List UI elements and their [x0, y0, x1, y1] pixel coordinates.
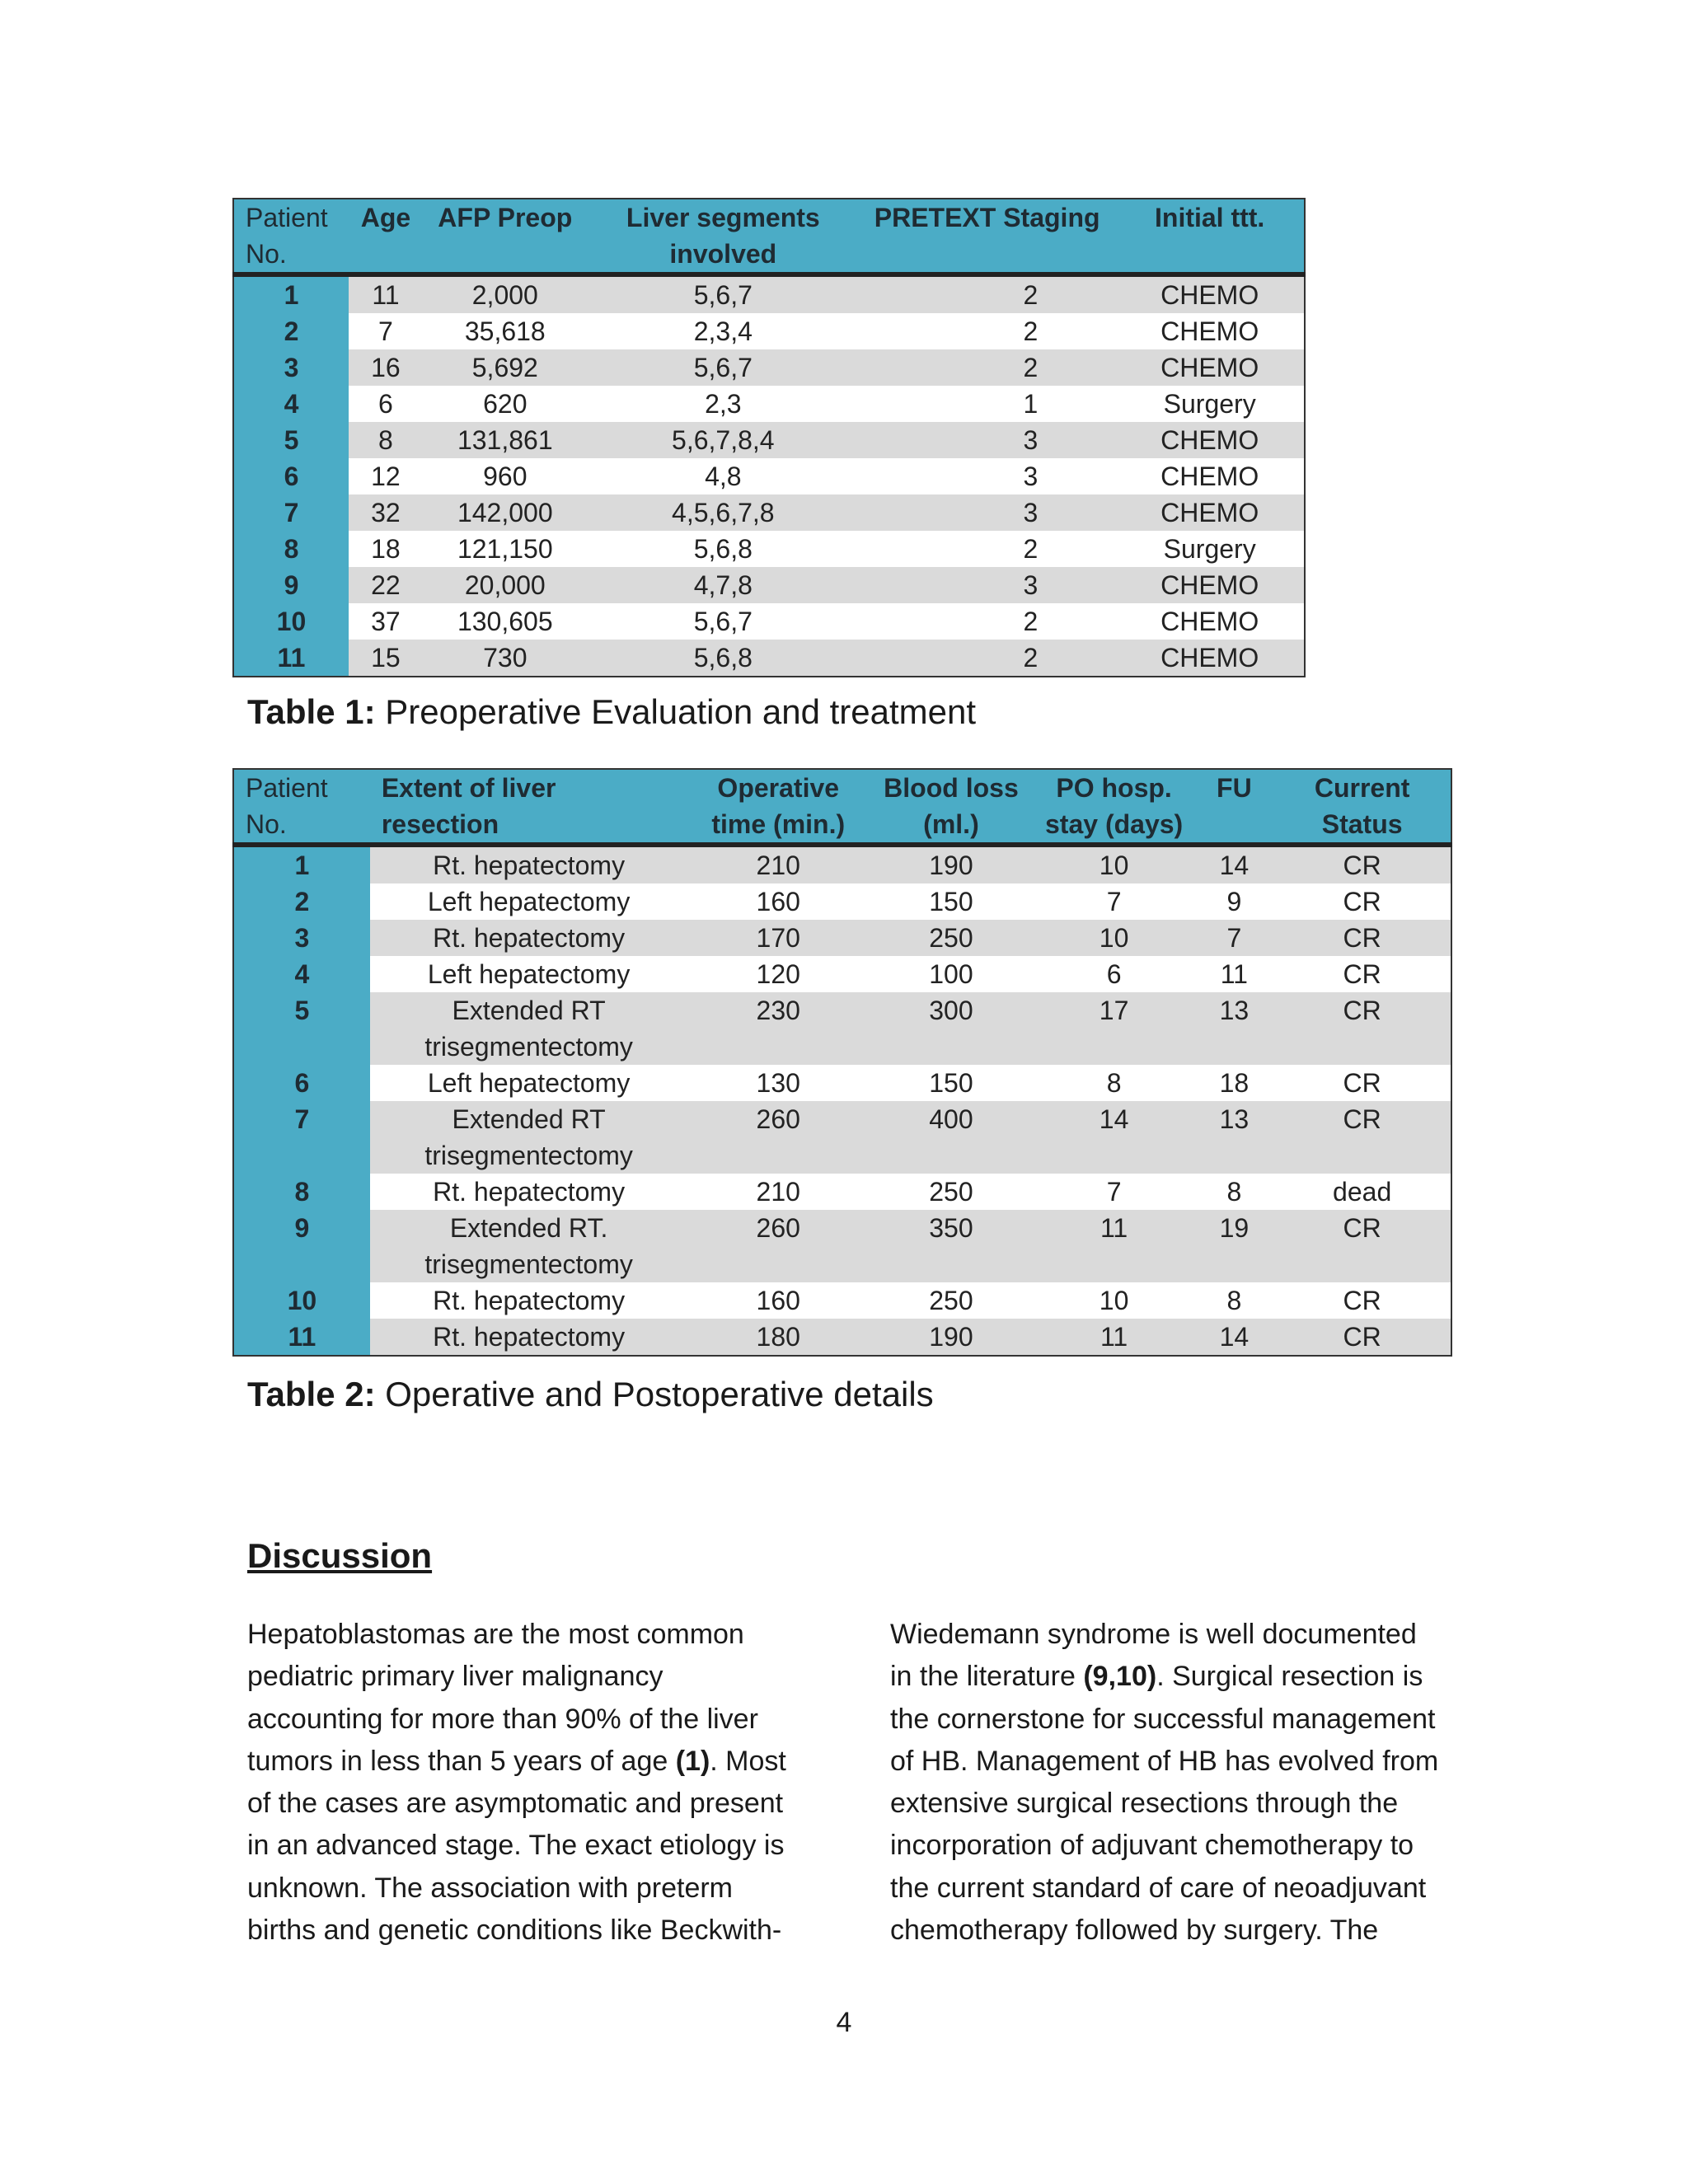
cell-po-hosp-stay: 8: [1034, 1065, 1195, 1101]
cell-current-status: CR: [1273, 1319, 1451, 1356]
cell-fu: 18: [1194, 1065, 1273, 1101]
cell-pretext-staging: 3: [859, 567, 1115, 603]
text-line: the current standard of care of neoadjuvant: [890, 1872, 1427, 1904]
table2-caption: [247, 1373, 934, 1416]
cell-fu: 11: [1194, 956, 1273, 992]
cell-liver-segments: 2,3,4: [588, 313, 859, 349]
cell-po-hosp-stay: 10: [1034, 920, 1195, 956]
cell-po-hosp-stay: 7: [1034, 1174, 1195, 1210]
header-patient-no: Patient No.: [233, 199, 349, 274]
cell-patient-no: 2: [233, 883, 370, 920]
cell-po-hosp-stay: 7: [1034, 883, 1195, 920]
cell-pretext-staging: 3: [859, 422, 1115, 458]
table-row: [233, 567, 1305, 603]
cell-pretext-staging: 2: [859, 640, 1115, 677]
cell-current-status: CR: [1273, 992, 1451, 1065]
cell-fu: 14: [1194, 1319, 1273, 1356]
cell-extent-resection: Left hepatectomy: [370, 883, 688, 920]
cell-current-status: CR: [1273, 920, 1451, 956]
cell-initial-ttt: Surgery: [1115, 386, 1305, 422]
cell-blood-loss: 250: [869, 920, 1034, 956]
discussion-right-column: [890, 1614, 1500, 1952]
cell-patient-no: 11: [233, 1319, 370, 1356]
cell-age: 12: [349, 458, 423, 494]
table-row: [233, 640, 1305, 677]
header-po-hosp-stay: PO hosp. stay (days): [1034, 769, 1195, 845]
text-line: pediatric primary liver malignancy: [247, 1661, 663, 1693]
table-row: [233, 458, 1305, 494]
table-row: [233, 1174, 1451, 1210]
cell-liver-segments: 2,3: [588, 386, 859, 422]
cell-patient-no: 8: [233, 531, 349, 567]
header-initial-ttt: Initial ttt.: [1115, 199, 1305, 274]
cell-blood-loss: 250: [869, 1282, 1034, 1319]
cell-initial-ttt: CHEMO: [1115, 494, 1305, 531]
cell-blood-loss: 400: [869, 1101, 1034, 1174]
cell-age: 11: [349, 274, 423, 313]
table-row: [233, 386, 1305, 422]
cell-blood-loss: 300: [869, 992, 1034, 1065]
table-row: [233, 422, 1305, 458]
cell-operative-time: 260: [687, 1101, 869, 1174]
cell-extent-resection: Left hepatectomy: [370, 1065, 688, 1101]
text-segment: . Surgical resection is: [1156, 1661, 1423, 1693]
cell-patient-no: 4: [233, 386, 349, 422]
header-current-status: Current Status: [1273, 769, 1451, 845]
cell-current-status: CR: [1273, 883, 1451, 920]
text-line: extensive surgical resections through the: [890, 1788, 1399, 1820]
cell-afp-preop: 20,000: [423, 567, 588, 603]
cell-po-hosp-stay: 14: [1034, 1101, 1195, 1174]
table1-caption-text: Preoperative Evaluation and treatment: [385, 692, 977, 731]
table-row: [233, 956, 1451, 992]
cell-blood-loss: 250: [869, 1174, 1034, 1210]
cell-extent-resection: Rt. hepatectomy: [370, 920, 688, 956]
page-number: 4: [836, 2007, 852, 2038]
cell-pretext-staging: 2: [859, 349, 1115, 386]
cell-operative-time: 260: [687, 1210, 869, 1282]
cell-current-status: CR: [1273, 1101, 1451, 1174]
table-row: [233, 349, 1305, 386]
cell-patient-no: 7: [233, 494, 349, 531]
text-line: of the cases are asymptomatic and present: [247, 1788, 784, 1820]
cell-operative-time: 170: [687, 920, 869, 956]
cell-po-hosp-stay: 10: [1034, 845, 1195, 883]
text-line: of HB. Management of HB has evolved from: [890, 1745, 1439, 1777]
cell-afp-preop: 2,000: [423, 274, 588, 313]
text-line: chemotherapy followed by surgery. The: [890, 1915, 1379, 1947]
table-row: [233, 992, 1451, 1065]
header-afp-preop: AFP Preop: [423, 199, 588, 274]
cell-patient-no: 1: [233, 845, 370, 883]
cell-operative-time: 130: [687, 1065, 869, 1101]
table-header-row: [233, 769, 1451, 845]
text-line: [247, 1741, 857, 1783]
table-row: [233, 920, 1451, 956]
cell-age: 8: [349, 422, 423, 458]
table-row: [233, 1319, 1451, 1356]
text-line: Hepatoblastomas are the most common: [247, 1619, 744, 1650]
cell-pretext-staging: 2: [859, 603, 1115, 640]
cell-liver-segments: 5,6,7,8,4: [588, 422, 859, 458]
cell-afp-preop: 131,861: [423, 422, 588, 458]
cell-operative-time: 160: [687, 1282, 869, 1319]
cell-blood-loss: 350: [869, 1210, 1034, 1282]
cell-blood-loss: 150: [869, 1065, 1034, 1101]
cell-fu: 19: [1194, 1210, 1273, 1282]
cell-afp-preop: 5,692: [423, 349, 588, 386]
text-line: incorporation of adjuvant chemotherapy to: [890, 1830, 1414, 1862]
text-segment: tumors in less than 5 years of age: [247, 1745, 676, 1777]
cell-extent-resection: Rt. hepatectomy: [370, 845, 688, 883]
table1-caption: [247, 691, 976, 733]
cell-initial-ttt: CHEMO: [1115, 349, 1305, 386]
citation-ref: (1): [675, 1745, 710, 1777]
cell-operative-time: 210: [687, 1174, 869, 1210]
cell-pretext-staging: 2: [859, 531, 1115, 567]
cell-blood-loss: 100: [869, 956, 1034, 992]
cell-extent-resection: Rt. hepatectomy: [370, 1174, 688, 1210]
cell-patient-no: 3: [233, 920, 370, 956]
cell-patient-no: 1: [233, 274, 349, 313]
cell-initial-ttt: CHEMO: [1115, 567, 1305, 603]
cell-operative-time: 120: [687, 956, 869, 992]
cell-liver-segments: 5,6,7: [588, 349, 859, 386]
cell-fu: 8: [1194, 1174, 1273, 1210]
cell-fu: 13: [1194, 1101, 1273, 1174]
text-line: unknown. The association with preterm: [247, 1872, 734, 1904]
cell-patient-no: 6: [233, 1065, 370, 1101]
discussion-heading: Discussion: [247, 1536, 433, 1575]
table-preoperative-evaluation: [232, 198, 1306, 677]
cell-age: 6: [349, 386, 423, 422]
cell-age: 37: [349, 603, 423, 640]
cell-initial-ttt: CHEMO: [1115, 422, 1305, 458]
cell-initial-ttt: CHEMO: [1115, 640, 1305, 677]
cell-extent-resection: Extended RT trisegmentectomy: [370, 1101, 688, 1174]
table-operative-postoperative: [232, 768, 1452, 1357]
cell-current-status: CR: [1273, 1210, 1451, 1282]
cell-extent-resection: Extended RT trisegmentectomy: [370, 992, 688, 1065]
cell-initial-ttt: CHEMO: [1115, 458, 1305, 494]
table-row: [233, 603, 1305, 640]
table-row: [233, 531, 1305, 567]
header-patient-no: Patient No.: [233, 769, 370, 845]
header-liver-segments: Liver segments involved: [588, 199, 859, 274]
cell-initial-ttt: Surgery: [1115, 531, 1305, 567]
header-operative-time: Operative time (min.): [687, 769, 869, 845]
header-blood-loss: Blood loss (ml.): [869, 769, 1034, 845]
cell-operative-time: 230: [687, 992, 869, 1065]
cell-blood-loss: 190: [869, 845, 1034, 883]
cell-current-status: CR: [1273, 845, 1451, 883]
cell-afp-preop: 620: [423, 386, 588, 422]
cell-patient-no: 5: [233, 992, 370, 1065]
cell-patient-no: 10: [233, 1282, 370, 1319]
cell-afp-preop: 730: [423, 640, 588, 677]
cell-pretext-staging: 3: [859, 494, 1115, 531]
cell-age: 7: [349, 313, 423, 349]
cell-patient-no: 7: [233, 1101, 370, 1174]
table2-caption-text: Operative and Postoperative details: [385, 1375, 934, 1413]
cell-patient-no: 6: [233, 458, 349, 494]
cell-extent-resection: Rt. hepatectomy: [370, 1319, 688, 1356]
cell-liver-segments: 4,7,8: [588, 567, 859, 603]
header-extent-resection: Extent of liver resection: [370, 769, 688, 845]
text-line: in an advanced stage. The exact etiology is: [247, 1830, 785, 1862]
cell-patient-no: 2: [233, 313, 349, 349]
text-segment: in the literature: [890, 1661, 1084, 1693]
cell-extent-resection: Rt. hepatectomy: [370, 1282, 688, 1319]
text-line: [890, 1656, 1500, 1698]
header-fu: FU: [1194, 769, 1273, 845]
table-row: [233, 883, 1451, 920]
cell-extent-resection: Extended RT. trisegmentectomy: [370, 1210, 688, 1282]
discussion-left-column: [247, 1614, 857, 1952]
cell-patient-no: 9: [233, 1210, 370, 1282]
cell-fu: 7: [1194, 920, 1273, 956]
cell-patient-no: 4: [233, 956, 370, 992]
cell-patient-no: 11: [233, 640, 349, 677]
cell-afp-preop: 960: [423, 458, 588, 494]
cell-afp-preop: 35,618: [423, 313, 588, 349]
cell-operative-time: 210: [687, 845, 869, 883]
cell-blood-loss: 190: [869, 1319, 1034, 1356]
cell-liver-segments: 4,8: [588, 458, 859, 494]
cell-patient-no: 8: [233, 1174, 370, 1210]
cell-age: 32: [349, 494, 423, 531]
text-line: Wiedemann syndrome is well documented: [890, 1619, 1417, 1650]
cell-fu: 13: [1194, 992, 1273, 1065]
cell-pretext-staging: 2: [859, 313, 1115, 349]
cell-afp-preop: 121,150: [423, 531, 588, 567]
cell-liver-segments: 5,6,7: [588, 274, 859, 313]
cell-age: 18: [349, 531, 423, 567]
cell-afp-preop: 130,605: [423, 603, 588, 640]
cell-fu: 14: [1194, 845, 1273, 883]
text-line: births and genetic conditions like Beckwith-: [247, 1915, 782, 1947]
cell-po-hosp-stay: 10: [1034, 1282, 1195, 1319]
table-row: [233, 1210, 1451, 1282]
cell-afp-preop: 142,000: [423, 494, 588, 531]
cell-po-hosp-stay: 17: [1034, 992, 1195, 1065]
cell-extent-resection: Left hepatectomy: [370, 956, 688, 992]
table-row: [233, 494, 1305, 531]
cell-patient-no: 10: [233, 603, 349, 640]
table-header-row: [233, 199, 1305, 274]
cell-po-hosp-stay: 11: [1034, 1210, 1195, 1282]
table-row: [233, 274, 1305, 313]
cell-operative-time: 160: [687, 883, 869, 920]
table-row: [233, 313, 1305, 349]
cell-patient-no: 3: [233, 349, 349, 386]
cell-age: 22: [349, 567, 423, 603]
table-row: [233, 1065, 1451, 1101]
table-row: [233, 1282, 1451, 1319]
citation-ref: (9,10): [1083, 1661, 1157, 1693]
table1-caption-label: Table 1:: [247, 692, 376, 731]
cell-pretext-staging: 2: [859, 274, 1115, 313]
header-age: Age: [349, 199, 423, 274]
cell-operative-time: 180: [687, 1319, 869, 1356]
cell-po-hosp-stay: 11: [1034, 1319, 1195, 1356]
cell-liver-segments: 5,6,7: [588, 603, 859, 640]
table-row: [233, 845, 1451, 883]
cell-pretext-staging: 1: [859, 386, 1115, 422]
cell-initial-ttt: CHEMO: [1115, 274, 1305, 313]
cell-current-status: CR: [1273, 1065, 1451, 1101]
cell-initial-ttt: CHEMO: [1115, 603, 1305, 640]
cell-po-hosp-stay: 6: [1034, 956, 1195, 992]
cell-age: 15: [349, 640, 423, 677]
cell-blood-loss: 150: [869, 883, 1034, 920]
table2-caption-label: Table 2:: [247, 1375, 376, 1413]
cell-liver-segments: 5,6,8: [588, 531, 859, 567]
cell-patient-no: 9: [233, 567, 349, 603]
cell-current-status: CR: [1273, 1282, 1451, 1319]
cell-patient-no: 5: [233, 422, 349, 458]
cell-fu: 8: [1194, 1282, 1273, 1319]
header-pretext-staging: PRETEXT Staging: [859, 199, 1115, 274]
cell-liver-segments: 5,6,8: [588, 640, 859, 677]
text-line: the cornerstone for successful management: [890, 1703, 1436, 1735]
cell-initial-ttt: CHEMO: [1115, 313, 1305, 349]
cell-current-status: dead: [1273, 1174, 1451, 1210]
cell-liver-segments: 4,5,6,7,8: [588, 494, 859, 531]
cell-current-status: CR: [1273, 956, 1451, 992]
table-row: [233, 1101, 1451, 1174]
cell-age: 16: [349, 349, 423, 386]
cell-pretext-staging: 3: [859, 458, 1115, 494]
text-line: accounting for more than 90% of the liver: [247, 1703, 758, 1735]
cell-fu: 9: [1194, 883, 1273, 920]
text-segment: . Most: [710, 1745, 786, 1777]
